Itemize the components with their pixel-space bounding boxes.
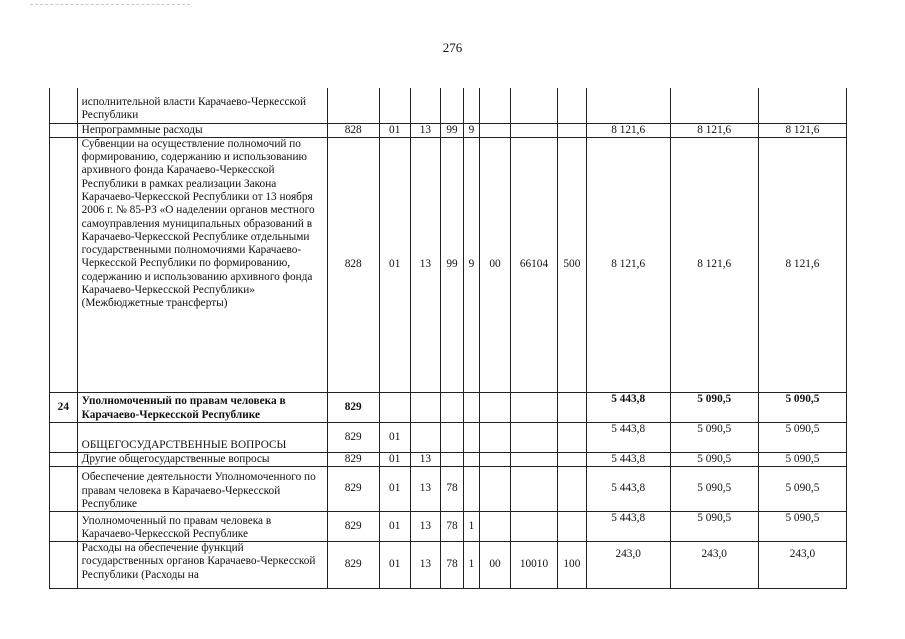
cell-p4: 66104 [510, 137, 557, 392]
row-name: исполнительной власти Карачаево-Черкесской Республики [77, 88, 327, 123]
cell-year3: 5 090,5 [758, 422, 846, 452]
cell-p3 [480, 123, 511, 137]
cell-vr: 500 [558, 137, 587, 392]
cell-p3 [480, 467, 511, 512]
cell-vr [558, 88, 587, 123]
cell-pr [410, 422, 441, 452]
cell-p2: 1 [463, 542, 479, 589]
cell-p1 [441, 452, 464, 466]
table-row [50, 137, 847, 392]
cell-p3 [480, 392, 511, 422]
row-number [50, 422, 78, 452]
cell-rz [379, 88, 410, 123]
cell-year1: 5 443,8 [586, 422, 670, 452]
row-name: Субвенции на осуществление полномочий по формированию, содержанию и использованию архивного фонда Карачаево-Черкесской Республики в рамках реализации Закона Карачаево-Черкесской Республики от 13 ноября 2006 г. № 85-РЗ «О наделении органов местного самоуправления муниципальных образований в Карачаево-Черкесской Республике отдельными государственными полномочиями Карачаево-Черкесской Республики по формированию, содержанию и использованию архивного фонда Карачаево-Черкесской Республики» (Межбюджетные трансферты) [77, 137, 327, 392]
cell-p4 [510, 512, 557, 542]
cell-p4 [510, 452, 557, 466]
row-number [50, 88, 78, 123]
cell-rz: 01 [379, 123, 410, 137]
cell-p1: 78 [441, 467, 464, 512]
cell-gr: 829 [327, 512, 379, 542]
cell-p1 [441, 392, 464, 422]
cell-p2: 9 [463, 123, 479, 137]
row-name: Уполномоченный по правам человека в Карачаево-Черкесской Республике [77, 512, 327, 542]
cell-year3: 8 121,6 [758, 123, 846, 137]
table-row [50, 467, 847, 512]
cell-pr: 13 [410, 452, 441, 466]
cell-p3 [480, 88, 511, 123]
cell-year2: 5 090,5 [670, 392, 758, 422]
cell-p2 [463, 422, 479, 452]
row-number: 24 [50, 392, 78, 422]
cell-p1 [441, 422, 464, 452]
cell-pr: 13 [410, 512, 441, 542]
table-row [50, 392, 847, 422]
cell-year2: 5 090,5 [670, 452, 758, 466]
table-row [50, 123, 847, 137]
cell-rz [379, 392, 410, 422]
cell-year3: 5 090,5 [758, 452, 846, 466]
cell-rz: 01 [379, 542, 410, 589]
cell-p4 [510, 88, 557, 123]
cell-p3 [480, 452, 511, 466]
row-name: Расходы на обеспечение функций государственных органов Карачаево-Черкесской Республики (Расходы на [77, 542, 327, 589]
row-number [50, 512, 78, 542]
cell-year3: 8 121,6 [758, 137, 846, 392]
cell-year2 [670, 88, 758, 123]
cell-year3: 5 090,5 [758, 392, 846, 422]
cell-year1 [586, 88, 670, 123]
cell-rz: 01 [379, 452, 410, 466]
budget-table [49, 88, 847, 589]
row-number [50, 452, 78, 466]
cell-year3: 243,0 [758, 542, 846, 589]
cell-year2: 243,0 [670, 542, 758, 589]
cell-rz: 01 [379, 512, 410, 542]
cell-pr [410, 88, 441, 123]
cell-p1: 78 [441, 512, 464, 542]
page-number: 276 [442, 40, 463, 55]
cell-vr [558, 422, 587, 452]
cell-pr: 13 [410, 542, 441, 589]
row-name: Уполномоченный по правам человека в Карачаево-Черкесской Республике [77, 392, 327, 422]
cell-gr [327, 88, 379, 123]
cell-year3: 5 090,5 [758, 512, 846, 542]
cell-year2: 5 090,5 [670, 422, 758, 452]
row-name: Непрограммные расходы [77, 123, 327, 137]
cell-vr [558, 467, 587, 512]
cell-year1: 243,0 [586, 542, 670, 589]
row-name: ОБЩЕГОСУДАРСТВЕННЫЕ ВОПРОСЫ [77, 422, 327, 452]
row-number [50, 123, 78, 137]
table-row [50, 88, 847, 123]
cell-year1: 5 443,8 [586, 467, 670, 512]
cell-year2: 8 121,6 [670, 123, 758, 137]
row-name: Другие общегосударственные вопросы [77, 452, 327, 466]
cell-p3 [480, 512, 511, 542]
cell-p2: 1 [463, 512, 479, 542]
row-number [50, 137, 78, 392]
cell-p2: 9 [463, 137, 479, 392]
row-name: Обеспечение деятельности Уполномоченного по правам человека в Карачаево-Черкесской Республике [77, 467, 327, 512]
cell-gr: 829 [327, 422, 379, 452]
scan-artifact-line [30, 4, 190, 7]
cell-pr: 13 [410, 123, 441, 137]
cell-vr [558, 512, 587, 542]
cell-p1: 78 [441, 542, 464, 589]
cell-p4 [510, 467, 557, 512]
cell-pr: 13 [410, 467, 441, 512]
cell-rz: 01 [379, 137, 410, 392]
table-row [50, 512, 847, 542]
cell-year1: 5 443,8 [586, 512, 670, 542]
cell-p2 [463, 467, 479, 512]
cell-year2: 5 090,5 [670, 467, 758, 512]
table-row [50, 542, 847, 589]
cell-year1: 5 443,8 [586, 452, 670, 466]
cell-rz: 01 [379, 467, 410, 512]
cell-year1: 8 121,6 [586, 137, 670, 392]
cell-p4 [510, 392, 557, 422]
cell-year2: 8 121,6 [670, 137, 758, 392]
cell-gr: 829 [327, 452, 379, 466]
table-row [50, 452, 847, 466]
cell-p4 [510, 422, 557, 452]
cell-year2: 5 090,5 [670, 512, 758, 542]
cell-vr [558, 123, 587, 137]
cell-year1: 8 121,6 [586, 123, 670, 137]
cell-vr [558, 452, 587, 466]
row-number [50, 467, 78, 512]
cell-gr: 828 [327, 123, 379, 137]
cell-year1: 5 443,8 [586, 392, 670, 422]
cell-p4: 10010 [510, 542, 557, 589]
cell-p3 [480, 422, 511, 452]
cell-pr [410, 392, 441, 422]
cell-p2 [463, 88, 479, 123]
cell-vr: 100 [558, 542, 587, 589]
cell-vr [558, 392, 587, 422]
cell-year3 [758, 88, 846, 123]
cell-p1: 99 [441, 123, 464, 137]
cell-p1 [441, 88, 464, 123]
cell-rz: 01 [379, 422, 410, 452]
table-row [50, 422, 847, 452]
cell-p2 [463, 452, 479, 466]
cell-p3: 00 [480, 137, 511, 392]
row-number [50, 542, 78, 589]
cell-p2 [463, 392, 479, 422]
cell-p4 [510, 123, 557, 137]
cell-gr: 829 [327, 542, 379, 589]
cell-pr: 13 [410, 137, 441, 392]
cell-year3: 5 090,5 [758, 467, 846, 512]
cell-gr: 828 [327, 137, 379, 392]
cell-gr: 829 [327, 467, 379, 512]
cell-p3: 00 [480, 542, 511, 589]
cell-p1: 99 [441, 137, 464, 392]
cell-gr: 829 [327, 392, 379, 422]
